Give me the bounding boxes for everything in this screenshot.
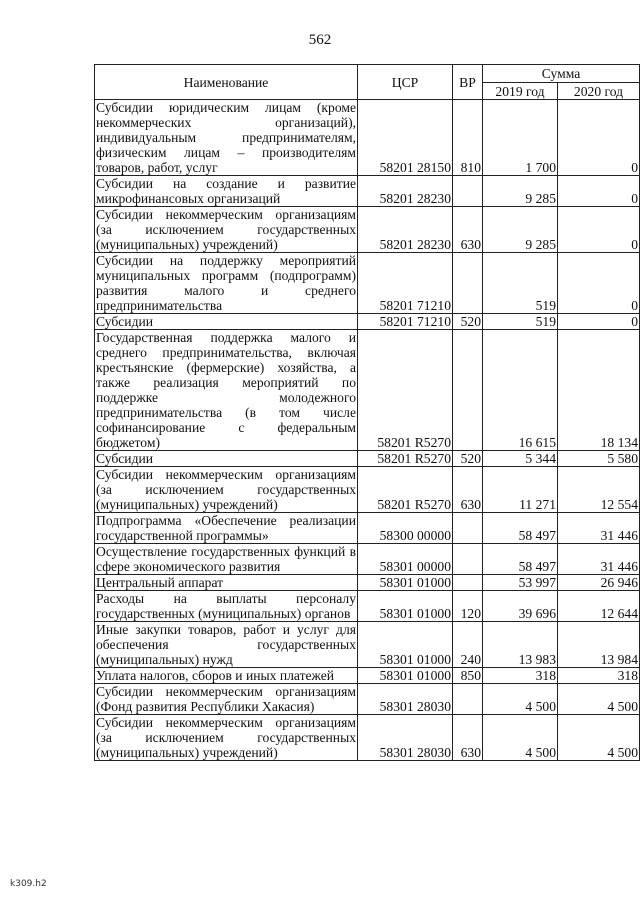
row-vr-cell: 520	[453, 451, 483, 467]
row-name-cell: Подпрограмма «Обеспечение реализации государственной программы»	[96, 513, 356, 543]
row-vr-cell	[453, 330, 483, 451]
row-2020-cell: 0	[558, 176, 640, 207]
row-csr-cell: 58301 28030	[358, 715, 453, 761]
header-vr: ВР	[453, 65, 483, 100]
row-2020-cell: 318	[558, 668, 640, 684]
row-csr-cell: 58301 28030	[358, 684, 453, 715]
row-vr-cell: 810	[453, 100, 483, 176]
row-2019-cell: 9 285	[483, 207, 558, 253]
table-row	[95, 544, 640, 575]
row-2019-cell: 11 271	[483, 467, 558, 513]
row-2020-cell: 12 644	[558, 591, 640, 622]
row-2020-cell: 26 946	[558, 575, 640, 591]
row-2019-cell: 9 285	[483, 176, 558, 207]
row-name-cell: Субсидии юридическим лицам (кроме некоммерческих организаций), индивидуальным предпринимателям, физическим лицам – производителям товаров, работ, услуг	[96, 100, 356, 175]
table-row	[95, 575, 640, 591]
row-vr-cell	[453, 575, 483, 591]
row-vr-cell: 850	[453, 668, 483, 684]
row-2019-cell: 5 344	[483, 451, 558, 467]
row-name-cell: Субсидии некоммерческим организациям (за исключением государственных (муниципальных) учреждений)	[96, 207, 356, 252]
row-name-cell: Субсидии на поддержку мероприятий муниципальных программ (подпрограмм) развития малого и среднего предпринимательства	[96, 253, 356, 313]
row-name-cell: Осуществление государственных функций в сфере экономического развития	[96, 544, 356, 574]
row-vr-cell: 630	[453, 715, 483, 761]
table-row	[95, 330, 640, 451]
row-2019-cell: 16 615	[483, 330, 558, 451]
table-row	[95, 314, 640, 330]
row-2020-cell: 0	[558, 207, 640, 253]
table-row	[95, 467, 640, 513]
row-2019-cell: 318	[483, 668, 558, 684]
row-name-cell: Субсидии некоммерческим организациям (за исключением государственных (муниципальных) учреждений)	[96, 467, 356, 512]
table-row	[95, 684, 640, 715]
row-2020-cell: 0	[558, 253, 640, 314]
row-name-cell: Субсидии	[95, 314, 358, 330]
row-name-cell: Центральный аппарат	[95, 575, 358, 591]
row-name-cell: Расходы на выплаты персоналу государственных (муниципальных) органов	[96, 591, 356, 621]
row-name-cell: Государственная поддержка малого и среднего предпринимательства, включая крестьянские (фермерские) хозяйства, а также реализация мероприятий по поддержке молодежного предпринимательства (в том числе софинансирование с федеральным бюджетом)	[96, 330, 356, 450]
row-2019-cell: 519	[483, 253, 558, 314]
row-vr-cell: 240	[453, 622, 483, 668]
row-2019-cell: 519	[483, 314, 558, 330]
table-row	[95, 451, 640, 467]
header-sum: Сумма	[483, 65, 640, 83]
row-vr-cell	[453, 544, 483, 575]
row-csr-cell: 58201 R5270	[358, 467, 453, 513]
row-vr-cell	[453, 684, 483, 715]
row-2019-cell: 53 997	[483, 575, 558, 591]
row-2020-cell: 12 554	[558, 467, 640, 513]
header-year-2020: 2020 год	[558, 83, 640, 100]
row-2020-cell: 4 500	[558, 715, 640, 761]
row-2020-cell: 4 500	[558, 684, 640, 715]
table-row	[95, 513, 640, 544]
row-csr-cell: 58301 01000	[358, 591, 453, 622]
row-name-cell: Субсидии на создание и развитие микрофинансовых организаций	[96, 176, 356, 206]
table-row	[95, 668, 640, 684]
row-name-cell: Субсидии некоммерческим организациям (за исключением государственных (муниципальных) учреждений)	[96, 715, 356, 760]
row-vr-cell	[453, 253, 483, 314]
row-name-cell: Уплата налогов, сборов и иных платежей	[95, 668, 358, 684]
header-year-2019: 2019 год	[483, 83, 558, 100]
row-2020-cell: 18 134	[558, 330, 640, 451]
row-vr-cell: 630	[453, 207, 483, 253]
row-name-cell: Субсидии	[95, 451, 358, 467]
row-csr-cell: 58201 R5270	[358, 451, 453, 467]
row-csr-cell: 58300 00000	[358, 513, 453, 544]
table-row	[95, 622, 640, 668]
row-2020-cell: 0	[558, 100, 640, 176]
row-2019-cell: 4 500	[483, 684, 558, 715]
header-name: Наименование	[95, 65, 358, 100]
row-name-cell: Иные закупки товаров, работ и услуг для обеспечения государственных (муниципальных) нужд	[96, 622, 356, 667]
row-csr-cell: 58301 01000	[358, 575, 453, 591]
table-row	[95, 207, 640, 253]
table-row	[95, 253, 640, 314]
row-csr-cell: 58201 R5270	[358, 330, 453, 451]
row-csr-cell: 58201 71210	[358, 314, 453, 330]
table-row	[95, 591, 640, 622]
row-2019-cell: 39 696	[483, 591, 558, 622]
footer-code: k309.h2	[10, 879, 47, 889]
row-vr-cell: 120	[453, 591, 483, 622]
row-vr-cell: 630	[453, 467, 483, 513]
row-csr-cell: 58301 01000	[358, 668, 453, 684]
row-csr-cell: 58201 28230	[358, 207, 453, 253]
row-csr-cell: 58301 01000	[358, 622, 453, 668]
row-2019-cell: 4 500	[483, 715, 558, 761]
row-2020-cell: 31 446	[558, 544, 640, 575]
table-row	[95, 100, 640, 176]
row-csr-cell: 58201 28230	[358, 176, 453, 207]
row-vr-cell	[453, 513, 483, 544]
row-2019-cell: 13 983	[483, 622, 558, 668]
page-number: 562	[308, 32, 332, 48]
row-csr-cell: 58201 28150	[358, 100, 453, 176]
row-name-cell: Субсидии некоммерческим организациям (Фонд развития Республики Хакасия)	[96, 684, 356, 714]
row-vr-cell: 520	[453, 314, 483, 330]
row-csr-cell: 58301 00000	[358, 544, 453, 575]
row-2020-cell: 0	[558, 314, 640, 330]
budget-table	[94, 64, 640, 761]
row-vr-cell	[453, 176, 483, 207]
row-2019-cell: 1 700	[483, 100, 558, 176]
row-2019-cell: 58 497	[483, 544, 558, 575]
table-row	[95, 176, 640, 207]
row-csr-cell: 58201 71210	[358, 253, 453, 314]
header-csr: ЦСР	[358, 65, 453, 100]
row-2020-cell: 31 446	[558, 513, 640, 544]
table-row	[95, 715, 640, 761]
row-2020-cell: 13 984	[558, 622, 640, 668]
row-2020-cell: 5 580	[558, 451, 640, 467]
row-2019-cell: 58 497	[483, 513, 558, 544]
